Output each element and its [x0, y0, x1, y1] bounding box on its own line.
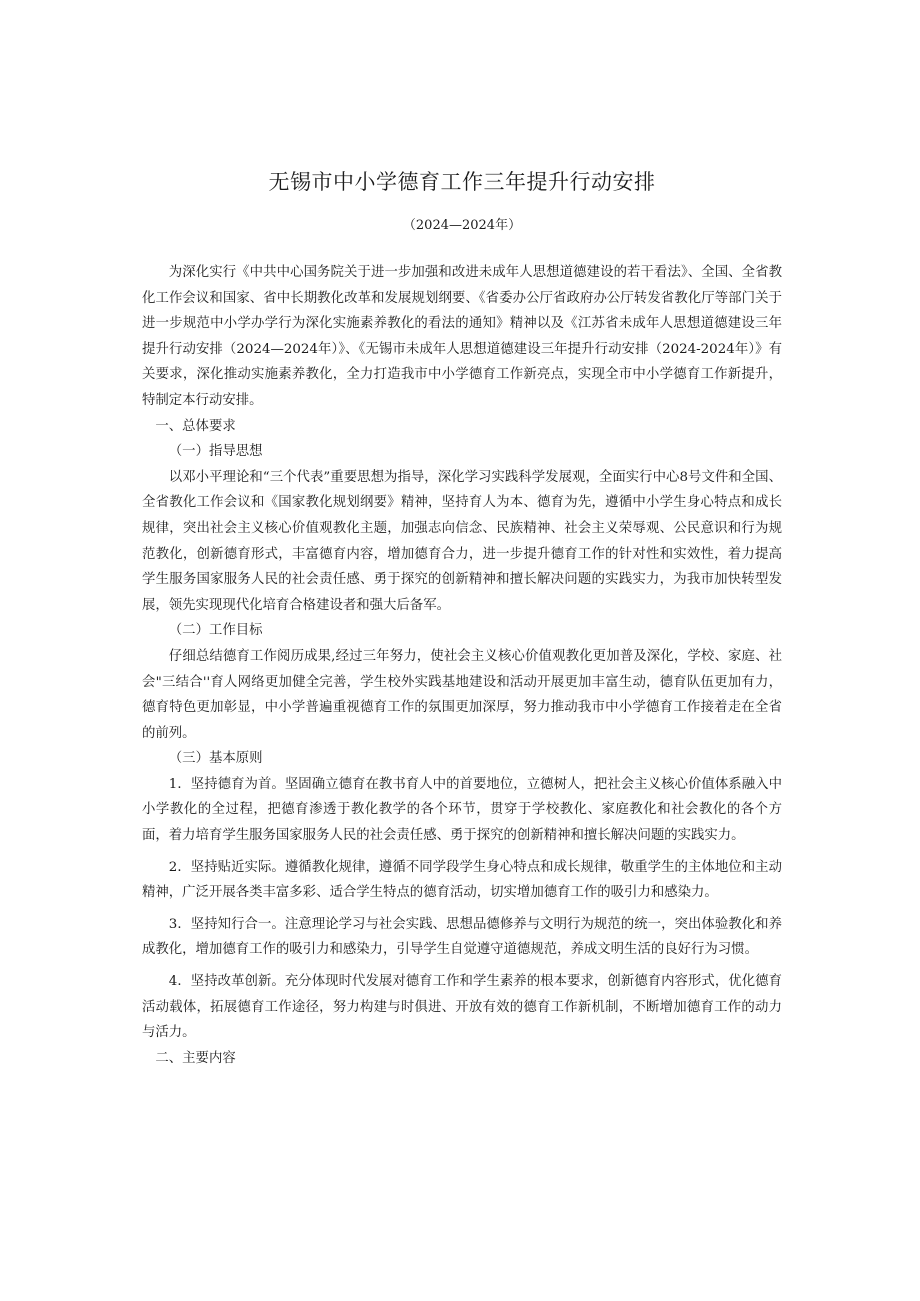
work-goals-paragraph: 仔细总结德育工作阅历成果,经过三年努力，使社会主义核心价值观教化更加普及深化，学校、家庭、社会"三结合''育人网络更加健全完善，学生校外实践基地建设和活动开展更加丰富生动，德育队伍更加有力，德育特色更加彰显，中小学普遍重视德育工作的氛围更加深厚，努力推动我市中小学德育工作接着走在全省的前列。 [142, 648, 782, 741]
subsection-heading-guiding-ideology: （一）指导思想 [168, 444, 263, 460]
intro-paragraph: 为深化实行《中共中心国务院关于进一步加强和改进未成年人思想道德建设的若干看法》、全国、全省教化工作会议和国家、省中长期教化改革和发展规划纲要、《省委办公厅省政府办公厅转发省教化厅等部门关于进一步规范中小学办学行为深化实施素养教化的看法的通知》精神以及《江苏省未成年人思想道德建设三年提升行动安排（2024—2024年）》、《无锡市未成年人思想道德建设三年提升行动安排（2024-2024年）》有关要求，深化推动实施素养教化，全力打造我市中小学德育工作新亮点，实现全市中小学德育工作新提升，特制定本行动安排。 [142, 265, 782, 408]
document-body [142, 260, 782, 1071]
section-heading-main-content: 二、主要内容 [155, 1050, 236, 1066]
principle-item: 1．坚持德育为首。坚固确立德育在教书育人中的首要地位，立德树人，把社会主义核心价值体系融入中小学教化的全过程，把德育渗透于教化教学的各个环节，贯穿于学校教化、家庭教化和社会教化的各个方面，着力培育学生服务国家服务人民的社会责任感、勇于探究的创新精神和擅长解决问题的实践实力。 [142, 776, 782, 844]
section-heading-overall-requirements: 一、总体要求 [155, 418, 236, 434]
subsection-heading-basic-principles: （三）基本原则 [168, 751, 263, 767]
principle-item: 4．坚持改革创新。充分体现时代发展对德育工作和学生素养的根本要求，创新德育内容形式，优化德育活动载体，拓展德育工作途径，努力构建与时俱进、开放有效的德育工作新机制，不断增加德育工作的动力与活力。 [142, 974, 782, 1041]
document-title: 无锡市中小学德育工作三年提升行动安排 [268, 170, 656, 194]
guiding-ideology-paragraph: 以邓小平理论和“三个代表”重要思想为指导，深化学习实践科学发展观，全面实行中心8号文件和全国、全省教化工作会议和《国家教化规划纲要》精神，坚持育人为本、德育为先，遵循中小学生身心特点和成长规律，突出社会主义核心价值观教化主题，加强志向信念、民族精神、社会主义荣辱观、公民意识和行为规范教化，创新德育形式，丰富德育内容，增加德育合力，进一步提升德育工作的针对性和实效性，着力提高学生服务国家服务人民的社会责任感、勇于探究的创新精神和擅长解决问题的实践实力，为我市加快转型发展，领先实现现代化培育合格建设者和强大后备军。 [142, 469, 782, 613]
principle-item: 3．坚持知行合一。注意理论学习与社会实践、思想品德修养与文明行为规范的统一，突出体验教化和养成教化，增加德育工作的吸引力和感染力，引导学生自觉遵守道德规范，养成文明生活的良好行为习惯。 [142, 916, 782, 958]
principle-item: 2．坚持贴近实际。遵循教化规律，遵循不同学段学生身心特点和成长规律，敬重学生的主体地位和主动精神，广泛开展各类丰富多彩、适合学生特点的德育活动，切实增加德育工作的吸引力和感染力。 [142, 859, 782, 901]
subsection-heading-work-goals: （二）工作目标 [168, 623, 263, 639]
document-subtitle: （2024—2024年） [402, 218, 522, 233]
